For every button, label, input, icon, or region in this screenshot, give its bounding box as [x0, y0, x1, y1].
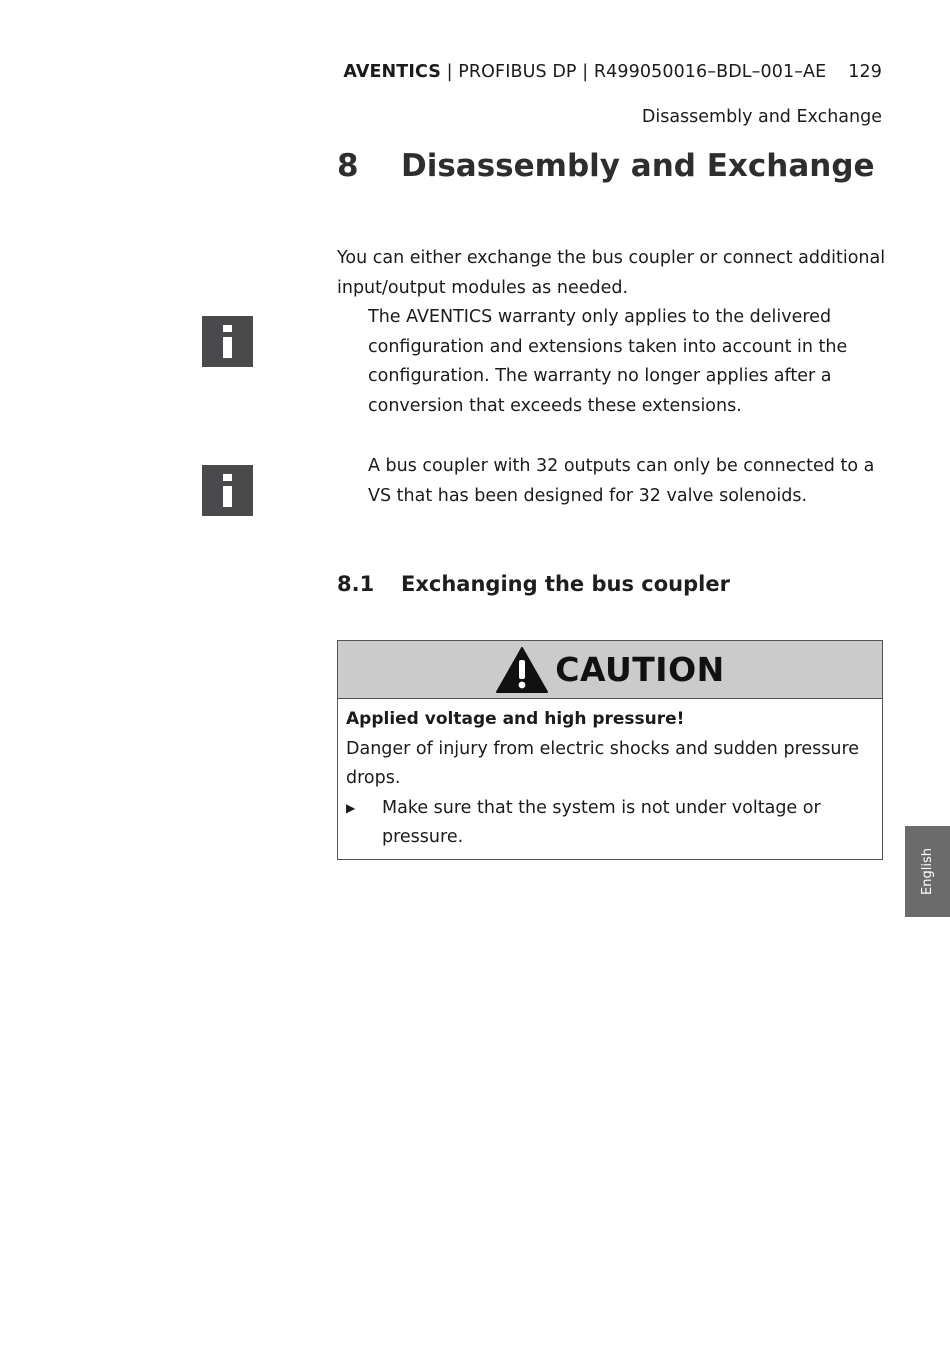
brand-name: AVENTICS [343, 62, 441, 82]
caution-body [338, 699, 882, 853]
page-number: 129 [848, 62, 882, 82]
caution-title: Applied voltage and high pressure! [346, 709, 685, 729]
signal-word: CAUTION [555, 650, 725, 689]
chapter-heading [337, 148, 875, 184]
bus-coupler-note: A bus coupler with 32 outputs can only be connected to a VS that has been designed for 32 valve solenoids. [368, 456, 875, 506]
caution-header [338, 641, 882, 699]
section-heading [337, 572, 730, 596]
step-marker: ▶ [346, 800, 356, 815]
info-icon [202, 316, 253, 367]
header-separator: | [440, 62, 459, 82]
header-separator: | [576, 62, 594, 82]
section-title: Exchanging the bus coupler [401, 572, 730, 596]
product-name: PROFIBUS DP [458, 62, 577, 82]
section-running-title: Disassembly and Exchange [641, 107, 882, 127]
warning-triangle-icon [495, 646, 549, 694]
section-number: 8.1 [337, 572, 375, 596]
running-header [343, 62, 882, 82]
language-tab [905, 826, 950, 917]
caution-box [337, 640, 883, 860]
language-label: English [920, 848, 936, 895]
chapter-title: Disassembly and Exchange [401, 148, 875, 184]
intro-paragraph: You can either exchange the bus coupler or connect additional input/output modules as needed. [337, 248, 886, 298]
caution-step [346, 794, 874, 853]
caution-step-text: Make sure that the system is not under voltage or pressure. [382, 797, 821, 847]
warranty-note: The AVENTICS warranty only applies to the delivered configuration and extensions taken into account in the configuration. The warranty no longer applies after a conversion that exceeds these extensions. [368, 307, 848, 416]
chapter-number: 8 [337, 148, 359, 184]
document-number: R499050016–BDL–001–AE [593, 62, 827, 82]
caution-description: Danger of injury from electric shocks and sudden pressure drops. [346, 738, 860, 788]
info-icon [202, 465, 253, 516]
